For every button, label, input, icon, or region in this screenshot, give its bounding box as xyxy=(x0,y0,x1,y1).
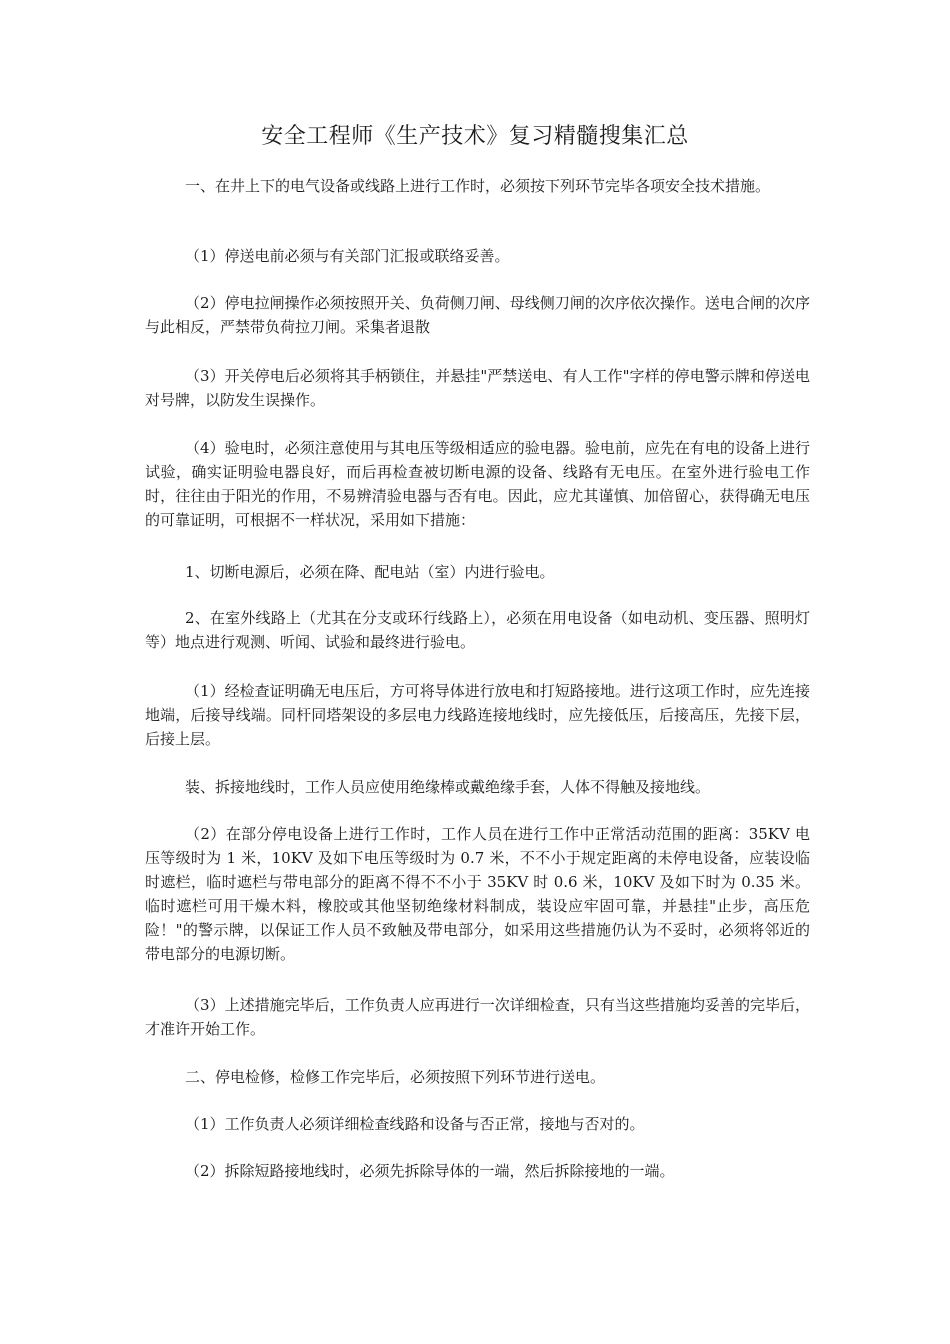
paragraph-8: （1）经检查证明确无电压后，方可将导体进行放电和打短路接地。进行这项工作时，应先连接地端，后接导线端。同杆同塔架设的多层电力线路连接地线时，应先接低压，后接高压，先接下层，后接上层。 xyxy=(145,682,810,748)
paragraph-6: 1、切断电源后，必须在降、配电站（室）内进行验电。 xyxy=(185,563,555,581)
paragraph-2: （1）停送电前必须与有关部门汇报或联络妥善。 xyxy=(185,247,510,265)
paragraph-5: （4）验电时，必须注意使用与其电压等级相适应的验电器。验电前，应先在有电的设备上进行试验，确实证明验电器良好，而后再检查被切断电源的设备、线路有无电压。在室外进行验电工作时，往往由于阳光的作用，不易辨清验电器与否有电。因此，应尤其谨慎、加倍留心，获得确无电压的可靠证明，可根据不一样状况，采用如下措施： xyxy=(145,439,810,529)
paragraph-4: （3）开关停电后必须将其手柄锁住，并悬挂"严禁送电、有人工作"字样的停电警示牌和停送电对号牌，以防发生误操作。 xyxy=(145,367,810,409)
paragraph-3: （2）停电拉闸操作必须按照开关、负荷侧刀闸、母线侧刀闸的次序依次操作。送电合闸的次序与此相反，严禁带负荷拉刀闸。采集者退散 xyxy=(145,294,810,336)
paragraph-11: （3）上述措施完毕后，工作负责人应再进行一次详细检查，只有当这些措施均妥善的完毕后，才准许开始工作。 xyxy=(145,996,810,1038)
paragraph-14: （2）拆除短路接地线时，必须先拆除导体的一端，然后拆除接地的一端。 xyxy=(185,1162,675,1180)
paragraph-12: 二、停电检修，检修工作完毕后，必须按照下列环节进行送电。 xyxy=(185,1068,606,1086)
paragraph-10: （2）在部分停电设备上进行工作时，工作人员在进行工作中正常活动范围的距离：35KV 电压等级时为 1 米，10KV 及如下电压等级时为 0.7 米，不不小于规定距离的未停电设备，应装设临时遮栏，临时遮栏与带电部分的距离不得不不小于 35KV 时 0.6 米，10KV 及如下时为 0.35 米。临时遮栏可用干燥木料，橡胶或其他坚韧绝缘材料制成，装设应牢固可靠，并悬挂"止步，高压危险！"的警示牌，以保证工作人员不致触及带电部分，如采用这些措施仍认为不妥时，必须将邻近的带电部分的电源切断。 xyxy=(145,825,810,963)
document-title: 安全工程师《生产技术》复习精髓搜集汇总 xyxy=(261,124,689,149)
paragraph-1: 一、在井上下的电气设备或线路上进行工作时，必须按下列环节完毕各项安全技术措施。 xyxy=(185,177,771,195)
paragraph-7: 2、在室外线路上（尤其在分支或环行线路上），必须在用电设备（如电动机、变压器、照明灯等）地点进行观测、听闻、试验和最终进行验电。 xyxy=(145,609,810,651)
paragraph-13: （1）工作负责人必须详细检查线路和设备与否正常，接地与否对的。 xyxy=(185,1115,645,1133)
paragraph-9: 装、拆接地线时，工作人员应使用绝缘棒或戴绝缘手套，人体不得触及接地线。 xyxy=(185,778,711,796)
